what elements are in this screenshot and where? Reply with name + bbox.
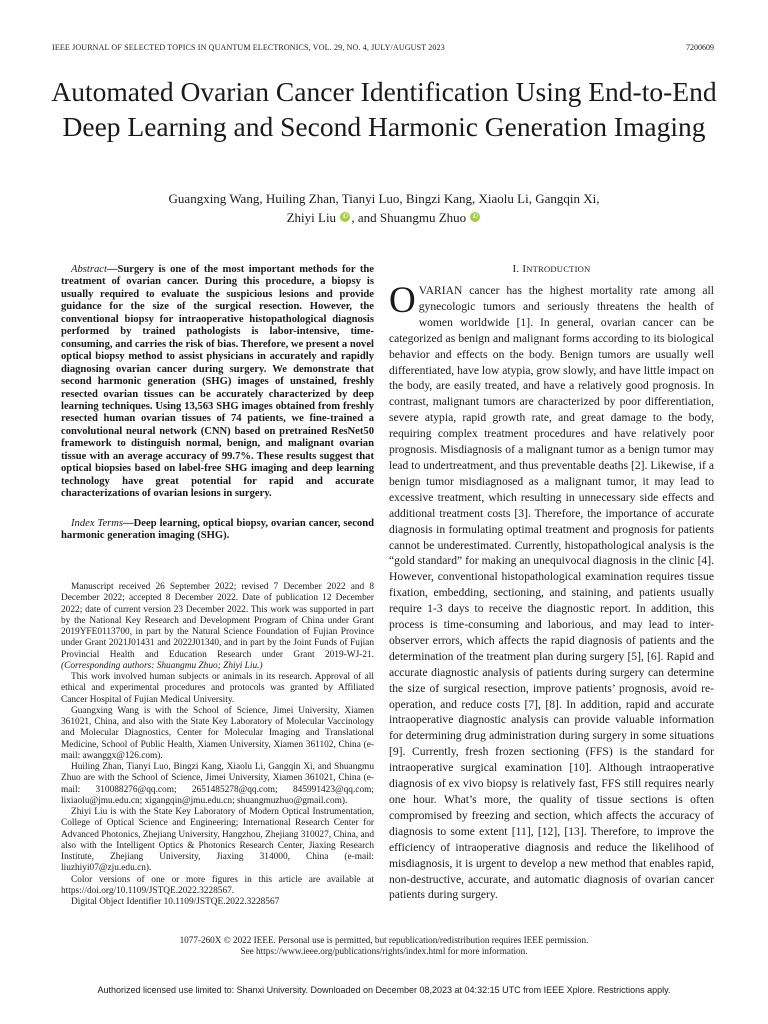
section-heading-introduction: I. INTRODUCTION — [512, 263, 591, 275]
author-liu: Zhiyi Liu — [286, 210, 337, 225]
footnote-doi: Digital Object Identifier 10.1109/JSTQE.2022.3228567 — [71, 897, 280, 907]
footnote-corresponding: (Corresponding authors: Shuangmu Zhuo; Zhiyi Liu.) — [61, 660, 263, 671]
paper-title: Automated Ovarian Cancer Identification Using End-to-End Deep Learning and Second Harmonic Generation Imaging — [51, 76, 717, 142]
index-terms — [61, 518, 374, 543]
abstract-label: Abstract — [71, 264, 107, 275]
footnote-color-figures: Color versions of one or more figures in this article are available at https://doi.org/10.1109/JSTQE.2022.3228567. — [61, 874, 374, 896]
introduction-body — [389, 280, 714, 903]
footnote-affiliation-others: Huiling Zhan, Tianyi Luo, Bingzi Kang, Xiaolu Li, Gangqin Xi, and Shuangmu Zhuo are with the School of Science, Jimei University, Xiamen 361021, China (e-mail: 310088276@qq.com; 2651485278@qq.com; 845991423@qq.com; lixiaolu@jmu.edu.cn; xigangqin@jmu.edu.cn; shuangmuzhuo@gmail.com). — [61, 762, 374, 806]
copyright-line-1: 1077-260X © 2022 IEEE. Personal use is permitted, but republication/redistribution requires IEEE permission. — [179, 935, 589, 945]
drop-cap: O — [389, 280, 416, 321]
footnote-received: Manuscript received 26 September 2022; revised 7 December 2022 and 8 December 2022; accepted 8 December 2022. Date of publication 12 December 2022; date of current version 23 December 2022. This work was supported in part by the National Key Research and Development Program of China under Grant 2019YFE0113700, in part by the Natural Science Foundation of Fujian Province under Grant 2021J01431 and 2022J01340, and in part by the Joint Funds of Fujian Provincial Health and Education Research under Grant 2019-WJ-21. (Corresponding authors: Shuangmu Zhuo; Zhiyi Liu.) — [61, 582, 374, 671]
footnote-affiliation-wang: Guangxing Wang is with the School of Science, Jimei University, Xiamen 361021, China, and also with the State Key Laboratory of Molecular Vaccinology and Molecular Diagnostics, Center for Molecular Imaging and Translational Medicine, School of Public Health, Xiamen University, Xiamen 361102, China (e-mail: awanggx@126.com). — [61, 705, 374, 761]
author-zhuo: Shuangmu Zhuo — [379, 210, 467, 225]
article-number: 7200609 — [686, 43, 714, 52]
index-terms-text: —Deep learning, optical biopsy, ovarian cancer, second harmonic generation imaging (SHG). — [61, 518, 374, 542]
authorized-use-footer: Authorized licensed use limited to: Shanxi University. Downloaded on December 08,2023 at 04:32:15 UTC from IEEE Xplore. Restrictions apply. — [97, 985, 671, 995]
abstract — [61, 264, 374, 501]
copyright-line-2: See https://www.ieee.org/publications/rights/index.html for more information. — [240, 946, 528, 956]
author-line-1: Guangxing Wang, Huiling Zhan, Tianyi Luo, Bingzi Kang, Xiaolu Li, Gangqin Xi, — [168, 191, 600, 206]
introduction-text: VARIAN cancer has the highest mortality rate among all gynecologic tumors and seriously threatens the health of women worldwide [1]. In general, ovarian cancer can be categorized as benign and malignant forms according to its biological behavior and effects on the body. Benign tumors are usually well differentiated, have low atypia, grow slowly, and have little impact on the body, are easily treated, and have a relatively good prognosis. In contrast, malignant tumors are characterized by poor differentiation, severe atypia, rapid growth rate, and great damage to the body, requiring complex treatment procedures and have relatively poor prognosis. Misdiagnosis of a malignant tumor as a benign tumor may lead to undertreatment, and thus preventable deaths [2]. Likewise, if a benign tumor misdiagnosed as a malignant tumor, it may lead to excessive treatment, which resulting in unnecessary side effects and additional treatment costs [3]. Therefore, the importance of accurate diagnosis in formulating optimal treatment and prognosis for patients cannot be underestimated. Currently, histopathological analysis is the “gold standard” for making an unequivocal diagnosis in the clinic [4]. However, conventional histopathological examination requires tissue fixation, embedding, sectioning, and staining, and patients usually require 1-3 days to receive the diagnostic report. In addition, this process is time-consuming and laborious, and may lead to inter-observer errors, which affects the rapid diagnosis of patients and the determination of the treatment plan during surgery [5], [6]. Rapid and accurate diagnostic analysis of patients during surgery can determine the size of surgical resection, improve patients’ prognosis, avoid re-operation, and reduce costs [7], [8]. In addition, rapid and accurate intraoperative diagnostic analysis can provide valuable information for determining drug administration during surgery in some situations [9]. Currently, fresh frozen sectioning (FFS) is the standard for intraoperative surgical examination [10]. Although intraoperative diagnosis of ex vivo biopsy is relatively fast, FFS still requires nearly one hour. What’s more, the quality of tissue sections is often compromised by freezing and section, which affects the accuracy of diagnosis to some extent [11], [12], [13]. Therefore, to improve the efficiency of intraoperative diagnosis and reduce the likelihood of misdiagnosis, it is urgent to develop a new method that enables rapid, non-destructive, accurate, and automatic diagnosis of ovarian cancer patients during surgery. — [389, 284, 714, 902]
author-connector: , and — [351, 210, 380, 225]
footnote-ethics: This work involved human subjects or animals in its research. Approval of all ethical and experimental procedures and protocols was granted by Affiliated Cancer Hospital of Fujian Medical University. — [61, 672, 374, 705]
author-list — [60, 189, 708, 227]
copyright-notice — [80, 935, 688, 957]
abstract-text: —Surgery is one of the most important methods for the treatment of ovarian cancer. During this procedure, a biopsy is usually required to evaluate the suspicious lesions and provide guidance for the size of the surgical resection. However, the conventional biopsy for intraoperative histopathological diagnosis performed by trained pathologists is labor-intensive, time-consuming, and carries the risk of bias. Therefore, we present a novel optical biopsy method to assist physicians in accurately and rapidly diagnosing ovarian cancer during surgery. We demonstrate that second harmonic generation (SHG) images of unstained, freshly resected ovarian tissues can be accurately characterized by deep learning techniques. Using 13,563 SHG images obtained from freshly resected human ovarian tissues of 74 patients, we fine-trained a convolutional neural network (CNN) based on pretrained ResNet50 framework to distinguish normal, benign, and malignant ovarian tissue with an average accuracy of 99.7%. These results suggest that optical biopsies based on label-free SHG imaging and deep learning technology have great potential for rapid and accurate characterizations of ovarian lesions in surgery. — [61, 264, 374, 500]
orcid-icon[interactable]: iD — [470, 212, 480, 222]
footnotes — [61, 582, 374, 908]
orcid-icon[interactable]: iD — [340, 212, 350, 222]
footnote-affiliation-liu: Zhiyi Liu is with the State Key Laboratory of Modern Optical Instrumentation, College of Optical Science and Engineering; International Research Center for Advanced Photonics, Zhejiang University, Hangzhou, Zhejiang 310027, China, and also with the Intelligent Optics & Photonics Research Center, Jiaxing Research Institute, Zhejiang University, Jiaxing 314000, China (e-mail: liuzhiyi07@zju.edu.cn). — [61, 807, 374, 874]
index-terms-label: Index Terms — [71, 518, 124, 529]
running-header-journal: IEEE JOURNAL OF SELECTED TOPICS IN QUANTUM ELECTRONICS, VOL. 29, NO. 4, JULY/AUGUST 2023 — [52, 43, 445, 52]
